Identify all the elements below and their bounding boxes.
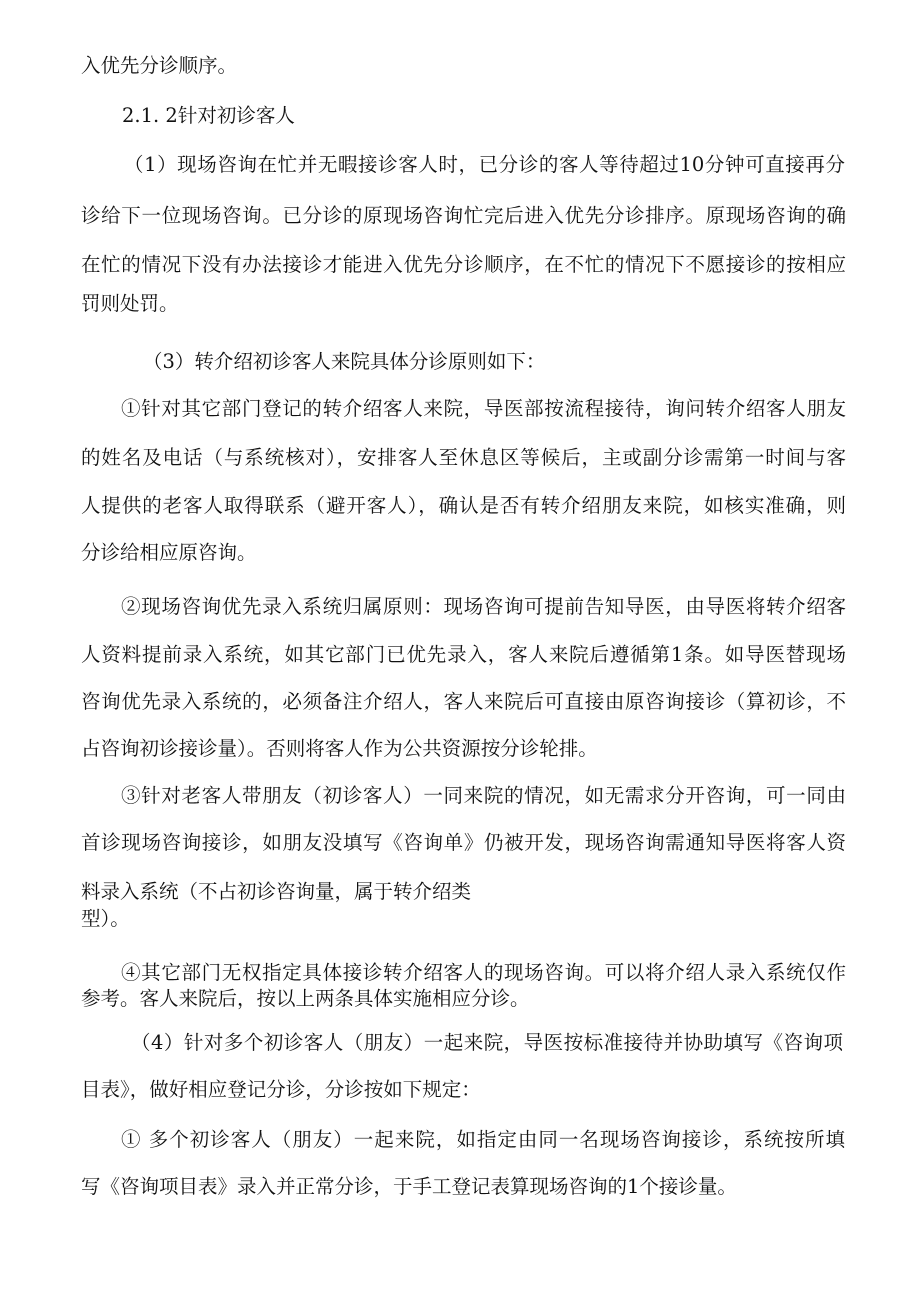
text-line-18: 料录入系统（不占初诊咨询量，属于转介绍类 — [81, 880, 472, 903]
text-line-24: ① 多个初诊客人（朋友）一起来院，如指定由同一名现场咨询接诊，系统按所填 — [121, 1128, 845, 1151]
text-line-20: ④其它部门无权指定具体接诊转介绍客人的现场咨询。可以将介绍人录入系统仅作 — [121, 961, 846, 984]
section-heading-2-1-2: 2.1. 2针对初诊客人 — [122, 104, 295, 127]
text-line-23: 目表》，做好相应登记分诊，分诊按如下规定： — [81, 1078, 481, 1101]
text-line-14: 咨询优先录入系统的，必须备注介绍人，客人来院后可直接由原咨询接诊（算初诊，不 — [81, 690, 846, 713]
text-line-9: 的姓名及电话（与系统核对），安排客人至休息区等候后，主或副分诊需第一时间与客 — [81, 446, 846, 469]
text-line-10: 人提供的老客人取得联系（避开客人），确认是否有转介绍朋友来院，如核实准确，则 — [81, 494, 846, 517]
text-line-8: ①针对其它部门登记的转介绍客人来院，导医部按流程接待，询问转介绍客人朋友 — [121, 397, 846, 420]
text-line-25: 写《咨询项目表》录入并正常分诊，于手工登记表算现场咨询的1个接诊量。 — [81, 1175, 737, 1198]
text-line-17: 首诊现场咨询接诊，如朋友没填写《咨询单》仍被开发，现场咨询需通知导医将客人资 — [81, 831, 846, 854]
text-line-22: （4）针对多个初诊客人（朋友）一起来院，导医按标准接待并协助填写《咨询项 — [131, 1031, 843, 1054]
text-line-7: （3）转介绍初诊客人来院具体分诊原则如下： — [143, 350, 546, 373]
text-line-1: 入优先分诊顺序。 — [81, 54, 238, 77]
text-line-6: 罚则处罚。 — [81, 292, 179, 315]
text-line-12: ②现场咨询优先录入系统归属原则：现场咨询可提前告知导医，由导医将转介绍客 — [121, 595, 846, 618]
text-line-15: 占咨询初诊接诊量）。否则将客人作为公共资源按分诊轮排。 — [81, 737, 598, 760]
text-line-3: （1）现场咨询在忙并无暇接诊客人时，已分诊的客人等待超过10分钟可直接再分 — [124, 153, 845, 176]
text-line-16: ③针对老客人带朋友（初诊客人）一同来院的情况，如无需求分开咨询，可一同由 — [121, 784, 846, 807]
text-line-21: 参考。客人来院后，按以上两条具体实施相应分诊。 — [81, 987, 530, 1010]
text-line-5: 在忙的情况下没有办法接诊才能进入优先分诊顺序，在不忙的情况下不愿接诊的按相应 — [81, 253, 846, 276]
text-line-11: 分诊给相应原咨询。 — [81, 541, 257, 564]
text-line-4: 诊给下一位现场咨询。已分诊的原现场咨询忙完后进入优先分诊排序。原现场咨询的确 — [81, 204, 846, 227]
text-line-13: 人资料提前录入系统，如其它部门已优先录入，客人来院后遵循第1条。如导医替现场 — [81, 643, 846, 666]
text-line-19: 型）。 — [81, 907, 130, 930]
